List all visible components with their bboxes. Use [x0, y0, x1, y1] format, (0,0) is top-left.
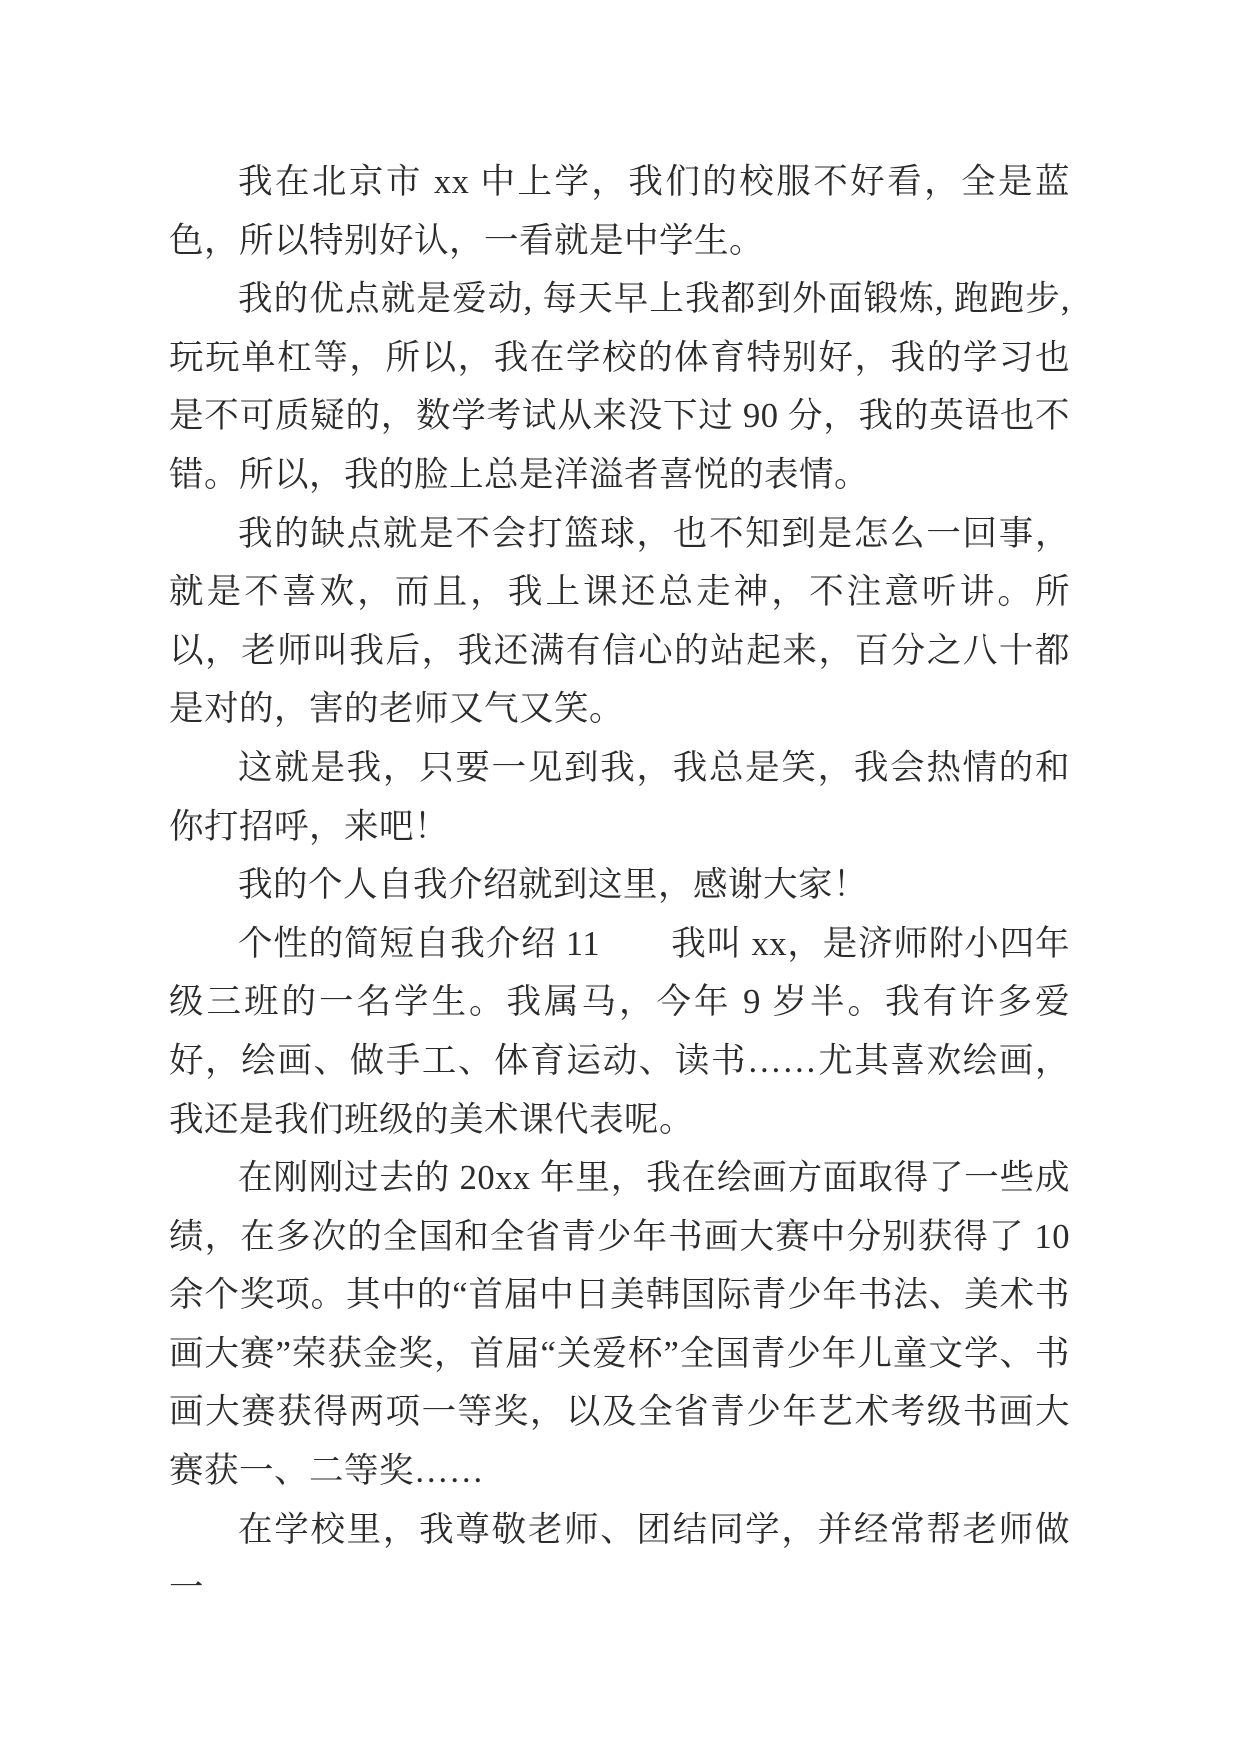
paragraph-closing-thanks: 我的个人自我介绍就到这里，感谢大家！ — [238, 866, 868, 905]
paragraph-strengths: 我的优点就是爱动, 每天早上我都到外面锻炼, 跑跑步, 玩玩单杠等，所以，我在学校的体育特别好，我的学习也是不可质疑的，数学考试从来没下过 90 分，我的英语也不错。所以，我的脸上总是洋溢者喜悦的表情。 — [169, 280, 1070, 494]
paragraph-at-school: 在学校里，我尊敬老师、团结同学，并经常帮老师做一 — [169, 1510, 1070, 1608]
paragraph-intro-11: 个性的简短自我介绍 11 我叫 xx，是济师附小四年级三班的一名学生。我属马，今年 9 岁半。我有许多爱好，绘画、做手工、体育运动、读书……尤其喜欢绘画，我还是我们班级的美术课代表呢。 — [169, 924, 1070, 1139]
paragraph-school-uniform: 我在北京市 xx 中上学，我们的校服不好看，全是蓝色，所以特别好认，一看就是中学生。 — [169, 163, 1070, 260]
paragraph-weaknesses: 我的缺点就是不会打篮球，也不知到是怎么一回事，就是不喜欢，而且，我上课还总走神，不注意听讲。所以，老师叫我后，我还满有信心的站起来，百分之八十都是对的，害的老师又气又笑。 — [169, 514, 1070, 729]
document-body — [169, 153, 1070, 1618]
paragraph-awards: 在刚刚过去的 20xx 年里，我在绘画方面取得了一些成绩，在多次的全国和全省青少年书画大赛中分别获得了 10 余个奖项。其中的“首届中日美韩国际青少年书法、美术书画大赛”荣获金奖，首届“关爱杯”全国青少年儿童文学、书画大赛获得两项一等奖，以及全省青少年艺术考级书画大赛获一、二等奖…… — [169, 1159, 1070, 1491]
paragraph-this-is-me: 这就是我，只要一见到我，我总是笑，我会热情的和你打招呼，来吧！ — [169, 748, 1070, 846]
